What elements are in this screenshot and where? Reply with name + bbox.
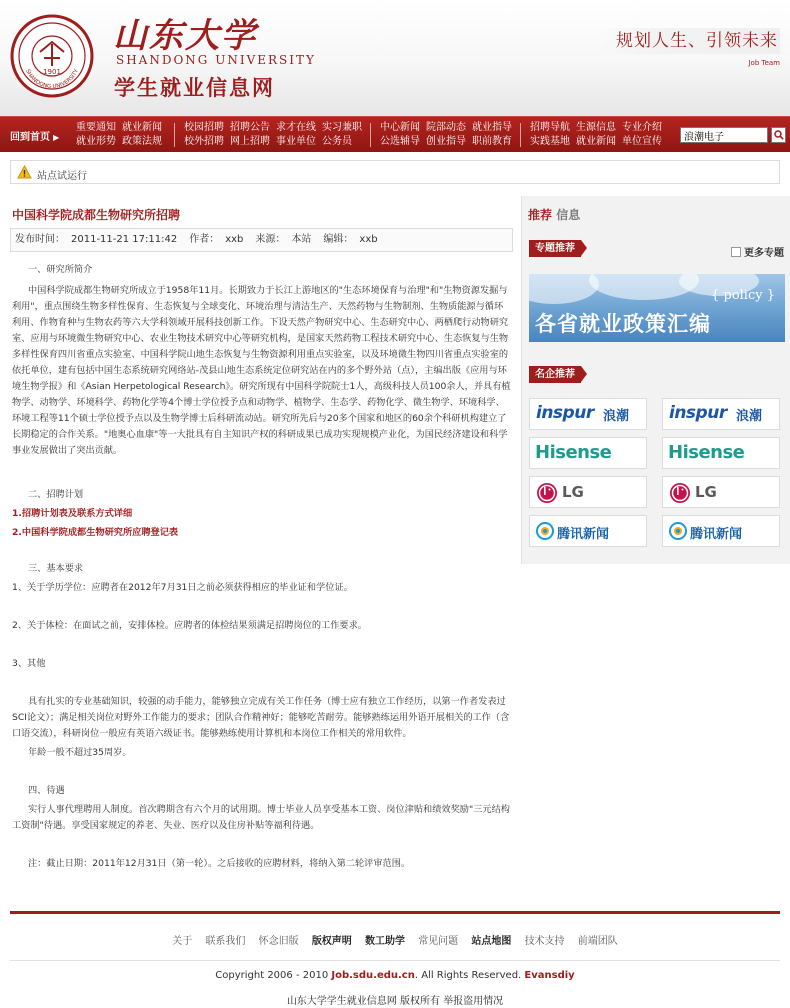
nav-link[interactable]: 专业介绍 bbox=[622, 122, 662, 133]
company-card-hisense[interactable] bbox=[662, 437, 780, 469]
link-row bbox=[12, 525, 512, 541]
nav-link[interactable]: 网上招聘 bbox=[230, 136, 270, 147]
svg-text:1901: 1901 bbox=[43, 68, 61, 76]
footer-link-about[interactable]: 关于 bbox=[172, 936, 193, 947]
policy-banner-title: 各省就业政策汇编 bbox=[535, 312, 711, 336]
footer-link-support[interactable]: 技术支持 bbox=[524, 936, 565, 947]
brand-english: SHANDONG UNIVERSITY bbox=[116, 53, 316, 67]
lg-logo-icon bbox=[669, 482, 691, 504]
copyright-pre: Copyright 2006 - 2010 bbox=[215, 970, 332, 981]
lg-logo-text: LG bbox=[562, 483, 584, 501]
university-seal-logo[interactable] bbox=[10, 14, 94, 98]
article-meta bbox=[10, 228, 513, 252]
footer-link-copyright[interactable]: 版权声明 bbox=[311, 936, 352, 947]
checkbox-icon bbox=[731, 247, 741, 257]
paragraph: 3、其他 bbox=[12, 658, 46, 669]
warning-icon bbox=[17, 165, 32, 179]
more-topics-link[interactable] bbox=[731, 244, 784, 259]
inspur-logo: inspur bbox=[669, 403, 727, 423]
site-header bbox=[0, 0, 790, 116]
search-icon bbox=[774, 130, 784, 140]
copyright-author-link[interactable]: Evansdiy bbox=[524, 970, 575, 981]
brand-calligraphy: 山东大学 bbox=[113, 16, 257, 56]
nav-group-4 bbox=[530, 121, 668, 149]
nav-group-3 bbox=[380, 121, 518, 149]
footer-link-contact[interactable]: 联系我们 bbox=[205, 936, 246, 947]
publish-time: 2011-11-21 17:11:42 bbox=[71, 234, 178, 245]
nav-link[interactable]: 就业新闻 bbox=[122, 122, 162, 133]
mingqi-tag: 名企推荐 bbox=[529, 366, 581, 383]
main-nav bbox=[0, 116, 790, 152]
nav-link[interactable]: 招聘导航 bbox=[530, 122, 570, 133]
nav-link[interactable]: 院部动态 bbox=[426, 122, 466, 133]
hisense-logo: Hisense bbox=[668, 442, 745, 463]
nav-home-label: 回到首页 bbox=[10, 132, 50, 143]
paragraph: 2、关于体检：在面试之前，安排体检。应聘者的体检结果须满足招聘岗位的工作要求。 bbox=[12, 620, 367, 631]
slogan-sub: Job Team bbox=[748, 59, 780, 67]
nav-link[interactable]: 单位宣传 bbox=[622, 136, 662, 147]
nav-link[interactable]: 就业形势 bbox=[76, 136, 116, 147]
footer-link-frontend[interactable]: 前端团队 bbox=[577, 936, 618, 947]
tencent-news-icon bbox=[536, 521, 554, 541]
author: xxb bbox=[225, 234, 244, 245]
application-form-link[interactable]: 中国科学院成都生物研究所应聘登记表 bbox=[21, 527, 179, 538]
hisense-logo: Hisense bbox=[535, 442, 612, 463]
search-input[interactable] bbox=[680, 127, 768, 143]
policy-banner[interactable] bbox=[529, 274, 785, 342]
tencent-news-text: 腾讯新闻 bbox=[690, 527, 743, 542]
heading-gray: 信息 bbox=[556, 208, 581, 222]
company-card-lg[interactable] bbox=[662, 476, 780, 508]
footer-divider bbox=[10, 911, 780, 914]
nav-link[interactable]: 创业指导 bbox=[426, 136, 466, 147]
source-label: 来源： bbox=[255, 234, 286, 245]
nav-link[interactable]: 校园招聘 bbox=[184, 122, 224, 133]
nav-link[interactable]: 招聘公告 bbox=[230, 122, 270, 133]
nav-link[interactable]: 实习兼职 bbox=[322, 122, 362, 133]
heading-red: 推荐 bbox=[528, 208, 553, 222]
more-topics-label: 更多专题 bbox=[744, 248, 784, 259]
editor-label: 编辑： bbox=[323, 234, 354, 245]
paragraph: 实行人事代理聘用人制度。首次聘期含有六个月的试用期。博士毕业人员享受基本工资、岗位津贴和绩效奖励"三元结构工资制"待遇。享受国家规定的养老、失业、医疗以及住房补贴等福利待遇。 bbox=[12, 804, 510, 831]
nav-link[interactable]: 中心新闻 bbox=[380, 122, 420, 133]
section-heading: 三、基本要求 bbox=[28, 563, 84, 574]
site-title[interactable]: 学生就业信息网 bbox=[114, 76, 275, 100]
nav-link[interactable]: 重要通知 bbox=[76, 122, 116, 133]
sidebar bbox=[521, 196, 790, 564]
author-label: 作者： bbox=[189, 234, 220, 245]
deadline-note: 注：截止日期：2011年12月31日（第一轮）。之后接收的应聘材料，将纳入第二轮评审范围。 bbox=[28, 858, 411, 869]
link-number: 1. bbox=[12, 508, 22, 519]
tencent-news-icon bbox=[669, 521, 687, 541]
nav-divider bbox=[174, 123, 175, 147]
nav-divider bbox=[370, 123, 371, 147]
nav-group-1 bbox=[76, 121, 168, 149]
nav-link[interactable]: 生源信息 bbox=[576, 122, 616, 133]
footer-link-old-version[interactable]: 怀念旧版 bbox=[258, 936, 299, 947]
editor: xxb bbox=[359, 234, 378, 245]
link-row bbox=[12, 506, 512, 522]
link-number: 2. bbox=[12, 527, 22, 538]
article-title: 中国科学院成都生物研究所招聘 bbox=[12, 208, 181, 222]
section-heading: 一、研究所简介 bbox=[28, 264, 93, 275]
paragraph: 中国科学院成都生物研究所成立于1958年11月。长期致力于长江上游地区的"生态环境保育与治理"和"生物资源发掘与利用"，重点围绕生物多样性保育、生态恢复与全球变化、环境治理与清洁生产、天然药物与生物制剂、生物质能源与循环利用、作物育种与生物农药等六大学科领域开展科技创新工作。下设天然产物研究中心、生态研究中心、两栖爬行动物研究室、应用与环境微生物研究中心、农业生物技术研究中心等研究机构，是国家天然药物工程技术研究中心、生态恢复与生物多样性保育四川省重点实验室、中国科学院山地生态恢复与生物资源利用重点实验室，以及环境微生物四川省重点实验室的依托单位，建有包括中国生态系统研究网络站-茂县山地生态系统定位研究站在内的多个野外站（点），主编出版《应用与环境生物学报》和《Asian Herpetological Research》。研究所现有中国科学院院士1人，高级科技人员100余人，并具有植物学、动物学、环境科学、药物化学等4个博士学位授予点和动物学、植物学、生态学、药物化学、微生物学、环境科学、环境工程等11个硕士学位授予点以及生物学博士后科研流动站。研究所先后与20多个国家和地区的60余个科研机构建立了长期稳定的合作关系。"地奥心血康"等一大批具有自主知识产权的科研成果已成功实现规模产业化，为国民经济建设和科学事业发展做出了突出贡献。 bbox=[12, 285, 511, 456]
nav-link[interactable]: 校外招聘 bbox=[184, 136, 224, 147]
publish-label: 发布时间： bbox=[15, 234, 65, 245]
nav-group-2 bbox=[184, 121, 368, 149]
copyright-mid: . All Rights Reserved. bbox=[414, 970, 525, 981]
company-card-tencent-news[interactable] bbox=[529, 515, 647, 547]
recruit-plan-link[interactable]: 招聘计划表及联系方式详细 bbox=[21, 508, 133, 519]
paragraph: 具有扎实的专业基础知识，较强的动手能力，能够独立完成有关工作任务（博士应有独立工作经历，以第一作者发表过SCI论文）；满足相关岗位对野外工作能力的要求；团队合作精神好；能够吃苦耐劳。能够熟练运用外语开展相关的工作（含口语交流），科研岗位一般应有英语六级证书。能够熟练使用计算机和本岗位工作相关的常用软件。 bbox=[12, 696, 510, 739]
article-body bbox=[12, 262, 512, 872]
inspur-logo-cn: 浪潮 bbox=[736, 409, 763, 424]
copyright bbox=[0, 970, 790, 981]
section-heading: 四、待遇 bbox=[28, 785, 65, 796]
nav-link[interactable]: 求才在线 bbox=[276, 122, 316, 133]
copyright-divider bbox=[10, 960, 780, 961]
nav-link[interactable]: 事业单位 bbox=[276, 136, 316, 147]
footer-links bbox=[0, 932, 790, 947]
source: 本站 bbox=[291, 234, 312, 245]
nav-link[interactable]: 就业新闻 bbox=[576, 136, 616, 147]
company-card-lg[interactable] bbox=[529, 476, 647, 508]
home-arrow-icon: ▶ bbox=[53, 133, 60, 142]
nav-link[interactable]: 政策法规 bbox=[122, 136, 162, 147]
nav-home-link[interactable] bbox=[10, 128, 59, 143]
inspur-logo: inspur bbox=[536, 403, 594, 423]
svg-text:SHANDONG UNIVERSITY: SHANDONG UNIVERSITY bbox=[24, 68, 80, 91]
nav-link[interactable]: 公选辅导 bbox=[380, 136, 420, 147]
footer-link-sitemap[interactable]: 站点地图 bbox=[471, 936, 512, 947]
company-card-hisense[interactable] bbox=[529, 437, 647, 469]
footer-link-aid[interactable]: 数工助学 bbox=[365, 936, 405, 947]
company-card-tencent-news[interactable] bbox=[662, 515, 780, 547]
section-heading: 二、招聘计划 bbox=[28, 489, 84, 500]
paragraph: 1、关于学历学位：应聘者在2012年7月31日之前必须获得相应的毕业证和学位证。 bbox=[12, 582, 353, 593]
policy-banner-en: { policy } bbox=[711, 288, 775, 303]
company-card-inspur[interactable] bbox=[662, 398, 780, 430]
nav-link[interactable]: 公务员 bbox=[322, 136, 352, 147]
zhuanti-tag: 专题推荐 bbox=[529, 240, 581, 257]
search-button[interactable] bbox=[771, 127, 786, 143]
slogan: 规划人生、引领未来 bbox=[600, 28, 780, 54]
footer-link-faq[interactable]: 常见问题 bbox=[418, 936, 459, 947]
nav-divider bbox=[520, 123, 521, 147]
inspur-logo-cn: 浪潮 bbox=[603, 409, 630, 424]
paragraph: 年龄一般不超过35周岁。 bbox=[28, 747, 132, 758]
nav-link[interactable]: 就业指导 bbox=[472, 122, 512, 133]
nav-link[interactable]: 职前教育 bbox=[472, 136, 512, 147]
footer-org: 山东大学学生就业信息网 版权所有 举报盗用情况 bbox=[286, 996, 504, 1007]
tencent-news-text: 腾讯新闻 bbox=[557, 527, 610, 542]
lg-logo-text: LG bbox=[695, 483, 717, 501]
notice-text: 站点试运行 bbox=[37, 171, 87, 182]
company-card-inspur[interactable] bbox=[529, 398, 647, 430]
nav-link[interactable]: 实践基地 bbox=[530, 136, 570, 147]
copyright-site-link[interactable]: Job.sdu.edu.cn bbox=[331, 970, 415, 981]
notice-bar bbox=[10, 160, 780, 184]
lg-logo-icon bbox=[536, 482, 558, 504]
sidebar-heading bbox=[528, 206, 580, 223]
